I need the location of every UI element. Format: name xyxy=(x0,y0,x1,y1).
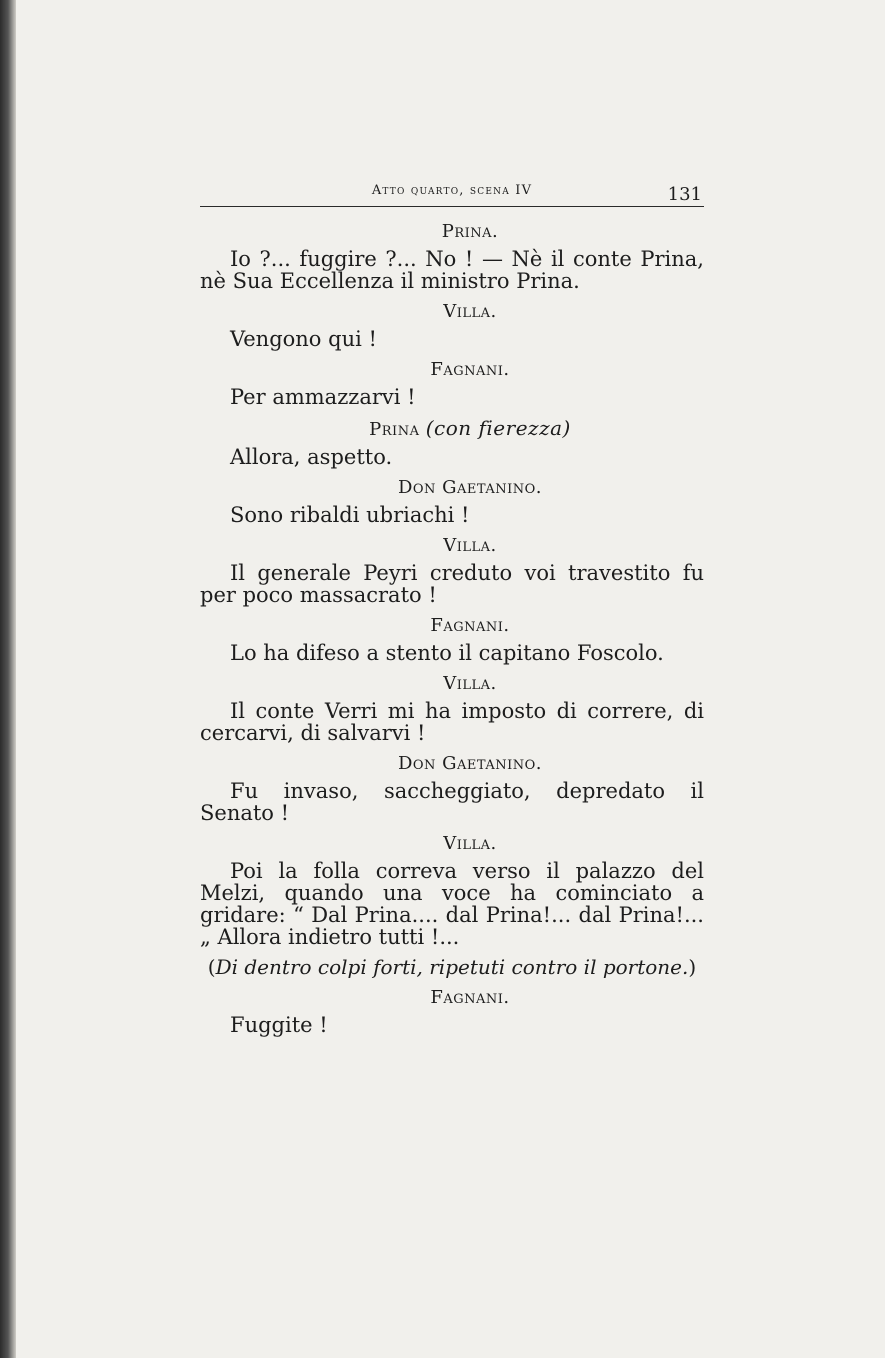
speaker-label: Villa. xyxy=(443,673,497,694)
page-header xyxy=(200,168,704,207)
page-binding-edge xyxy=(0,0,16,1358)
stage-direction: (Di dentro colpi forti, ripetuti contro il portone.) xyxy=(207,955,697,979)
book-page xyxy=(200,168,704,1040)
running-head: Atto quarto, scena IV xyxy=(371,183,533,198)
dialogue-line: Sono ribaldi ubriachi ! xyxy=(230,503,470,527)
dialogue-line: Poi la folla correva verso il palazzo del Melzi, quando una voce ha cominciato a gridare: “ Dal Prina.... dal Prina!... dal Prina!... „ Allora indietro tutti !... xyxy=(200,859,704,949)
speaker-label: Don Gaetanino. xyxy=(397,477,543,498)
speaker-label: Villa. xyxy=(443,833,497,854)
speaker-label: Villa. xyxy=(443,535,497,556)
dialogue-line: Il generale Peyri creduto voi travestito fu per poco massacrato ! xyxy=(200,561,704,607)
speaker-name: Prina xyxy=(369,419,420,440)
dialogue-line: Allora, aspetto. xyxy=(230,445,393,469)
stage-direction-text: Di dentro colpi forti, ripetuti contro il portone. xyxy=(215,955,689,979)
stage-direction-inline: con fierezza xyxy=(434,416,563,440)
page-number: 131 xyxy=(667,184,702,205)
speaker-label: Fagnani. xyxy=(430,359,510,380)
dialogue-line: Fuggite ! xyxy=(230,1013,328,1037)
dialogue-line: Vengono qui ! xyxy=(230,327,377,351)
speaker-label: Villa. xyxy=(443,301,497,322)
speaker-label: Don Gaetanino. xyxy=(397,753,543,774)
dialogue-line: Fu invaso, saccheggiato, depredato il Senato ! xyxy=(200,779,704,825)
dialogue-line: Io ?... fuggire ?... No ! — Nè il conte Prina, nè Sua Eccellenza il ministro Prina. xyxy=(200,247,704,293)
dialogue-line: Lo ha difeso a stento il capitano Foscolo. xyxy=(230,641,664,665)
dialogue-line: Per ammazzarvi ! xyxy=(230,385,416,409)
speaker-label: Prina. xyxy=(441,221,499,242)
dialogue-line: Il conte Verri mi ha imposto di correre, di cercarvi, di salvarvi ! xyxy=(200,699,704,745)
speaker-label: Fagnani. xyxy=(430,987,510,1008)
speaker-label-with-direction: Prina (con fierezza) xyxy=(369,416,571,440)
speaker-label: Fagnani. xyxy=(430,615,510,636)
